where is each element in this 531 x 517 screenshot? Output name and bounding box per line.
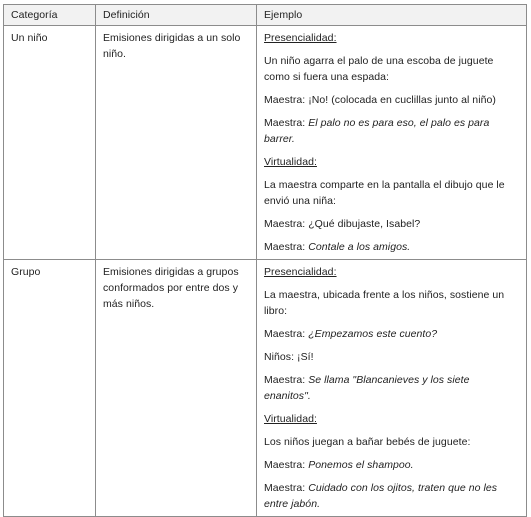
virtualidad-heading: Virtualidad: bbox=[264, 413, 317, 425]
speech-text: Ponemos el shampoo. bbox=[308, 459, 414, 471]
example-line bbox=[264, 457, 519, 473]
speech-text: Cuidado con los ojitos, traten que no les entre jabón. bbox=[264, 482, 498, 510]
speaker-label: Maestra: bbox=[264, 328, 309, 340]
cell-categoria: Grupo bbox=[4, 260, 96, 517]
example-line bbox=[264, 326, 519, 342]
speech-text: Se llama "Blancanieves y los siete enanitos". bbox=[264, 374, 470, 402]
cell-definicion: Emisiones dirigidas a grupos conformados por entre dos y más niños. bbox=[96, 260, 257, 517]
speech-text: El palo no es para eso, el palo es para barrer. bbox=[264, 117, 490, 145]
header-categoria: Categoría bbox=[4, 5, 96, 26]
example-line: Maestra: ¿Qué dibujaste, Isabel? bbox=[264, 218, 421, 230]
table-row bbox=[4, 260, 527, 517]
example-line bbox=[264, 115, 519, 147]
header-definicion: Definición bbox=[96, 5, 257, 26]
example-line: Maestra: ¡No! (colocada en cuclillas junto al niño) bbox=[264, 94, 496, 106]
cell-categoria: Un niño bbox=[4, 26, 96, 260]
speech-text: ¿Empezamos este cuento? bbox=[308, 328, 438, 340]
virtualidad-heading: Virtualidad: bbox=[264, 156, 317, 168]
example-context: Un niño agarra el palo de una escoba de juguete como si fuera una espada: bbox=[264, 55, 494, 83]
cell-ejemplo bbox=[257, 260, 527, 517]
example-context: La maestra comparte en la pantalla el dibujo que le envió una niña: bbox=[264, 179, 505, 207]
speaker-label: Maestra: bbox=[264, 482, 309, 494]
example-context: La maestra, ubicada frente a los niños, sostiene un libro: bbox=[264, 289, 505, 317]
speaker-label: Maestra: bbox=[264, 117, 309, 129]
header-ejemplo: Ejemplo bbox=[257, 5, 527, 26]
speech-text: Contale a los amigos. bbox=[308, 241, 411, 253]
example-line: Niños: ¡Sí! bbox=[264, 351, 314, 363]
speaker-label: Maestra: bbox=[264, 459, 309, 471]
table-row bbox=[4, 26, 527, 260]
example-line bbox=[264, 239, 519, 255]
categories-table bbox=[3, 4, 527, 517]
speaker-label: Maestra: bbox=[264, 374, 309, 386]
presencialidad-heading: Presencialidad: bbox=[264, 32, 337, 44]
cell-ejemplo bbox=[257, 26, 527, 260]
header-row bbox=[4, 5, 527, 26]
speaker-label: Maestra: bbox=[264, 241, 309, 253]
cell-definicion: Emisiones dirigidas a un solo niño. bbox=[96, 26, 257, 260]
example-line bbox=[264, 372, 519, 404]
example-context: Los niños juegan a bañar bebés de juguete: bbox=[264, 436, 471, 448]
example-line bbox=[264, 480, 519, 512]
presencialidad-heading: Presencialidad: bbox=[264, 266, 337, 278]
